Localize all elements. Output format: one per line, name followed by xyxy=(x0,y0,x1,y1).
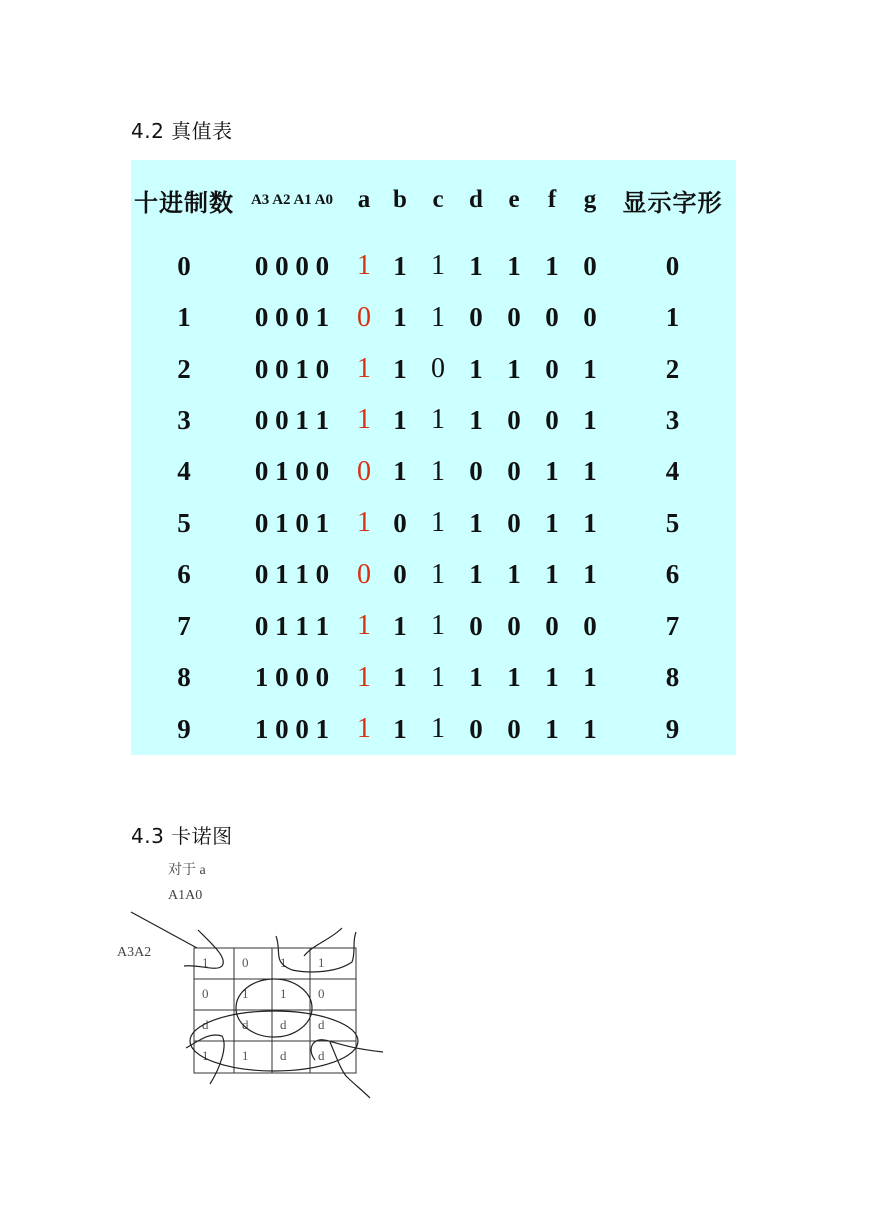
header-e: e xyxy=(508,186,520,214)
table-cell: 1 xyxy=(469,250,483,281)
kmap-group-loops xyxy=(131,912,383,1098)
table-cell: 1 xyxy=(393,713,407,744)
header-glyph: 显示字形 xyxy=(622,188,723,217)
table-cell: 0 0 0 0 xyxy=(254,250,330,281)
table-cell: 1 xyxy=(357,661,371,693)
table-cell: 0 0 0 1 xyxy=(254,302,330,333)
table-cell: 0 1 1 1 xyxy=(254,610,330,641)
table-cell: 1 xyxy=(665,302,680,333)
table-cell: 1 xyxy=(357,404,371,436)
table-cell: 0 1 0 0 xyxy=(254,456,330,487)
header-g: g xyxy=(583,186,597,214)
table-cell: 8 xyxy=(177,662,191,693)
table-cell: 0 xyxy=(507,610,521,641)
table-cell: 1 xyxy=(393,302,407,333)
kmap-cell: 0 xyxy=(318,986,325,1001)
table-cell: 1 xyxy=(469,404,483,435)
table-cell: 1 xyxy=(583,353,597,384)
kmap-cell: d xyxy=(280,1048,287,1063)
kmap-cell: 1 xyxy=(202,1048,209,1063)
kmap-cell: 1 xyxy=(280,986,287,1001)
table-cell: 1 xyxy=(431,661,445,693)
kmap-cell: d xyxy=(280,1017,287,1032)
table-cell: 1 xyxy=(583,404,597,435)
table-cell: 0 xyxy=(507,507,521,538)
table-cell: 0 xyxy=(545,404,559,435)
kmap-row-variables: A3A2 xyxy=(117,945,152,960)
header-f: f xyxy=(547,186,557,214)
table-cell: 1 xyxy=(357,353,371,385)
kmap-cell: 1 xyxy=(202,955,209,970)
table-cell: 8 xyxy=(665,662,680,693)
table-cell: 0 xyxy=(507,404,521,435)
table-cell: 1 xyxy=(357,610,371,642)
kmap-subtitle: 对于 a xyxy=(168,863,206,878)
table-cell: 1 xyxy=(583,662,597,693)
table-cell: 0 0 1 0 xyxy=(254,353,330,384)
table-cell: 0 xyxy=(431,353,445,385)
table-cell: 0 xyxy=(357,455,371,487)
table-cell: 0 xyxy=(469,302,483,333)
table-cell: 1 xyxy=(393,610,407,641)
table-cell: 9 xyxy=(665,713,680,744)
table-cell: 1 xyxy=(469,559,483,590)
table-cell: 0 xyxy=(507,713,521,744)
table-cell: 1 xyxy=(431,558,445,590)
kmap-cell: 0 xyxy=(242,955,249,970)
kmap-cell: 1 xyxy=(242,1048,249,1063)
table-cell: 5 xyxy=(665,507,680,538)
table-cell: 1 xyxy=(357,507,371,539)
table-cell: 1 xyxy=(357,250,371,282)
header-b: b xyxy=(393,186,407,214)
kmap-cell: 1 xyxy=(280,955,287,970)
table-cell: 4 xyxy=(177,456,191,487)
table-cell: 1 xyxy=(545,456,559,487)
table-cell: 1 xyxy=(431,250,445,282)
header-d: d xyxy=(469,186,483,214)
table-cell: 1 xyxy=(469,353,483,384)
table-cell: 2 xyxy=(665,353,680,384)
table-cell: 1 xyxy=(431,610,445,642)
table-cell: 0 xyxy=(545,610,559,641)
table-cell: 0 xyxy=(469,713,483,744)
table-cell: 1 xyxy=(393,250,407,281)
table-cell: 1 0 0 1 xyxy=(254,713,330,744)
table-cell: 0 xyxy=(545,302,559,333)
table-cell: 1 xyxy=(393,353,407,384)
table-cell: 3 xyxy=(665,404,680,435)
table-cell: 0 xyxy=(357,301,371,333)
section-heading-karnaugh-map: 4.3 卡诺图 xyxy=(131,824,233,848)
table-cell: 1 xyxy=(507,559,521,590)
kmap-loop-top-right xyxy=(276,928,356,972)
table-cell: 1 xyxy=(393,456,407,487)
table-cell: 1 xyxy=(469,662,483,693)
table-cell: 9 xyxy=(177,713,191,744)
table-cell: 1 xyxy=(177,302,191,333)
header-inputs: A3 A2 A1 A0 xyxy=(250,191,334,208)
table-cell: 7 xyxy=(177,610,191,641)
table-cell: 1 xyxy=(431,455,445,487)
table-cell: 0 xyxy=(583,302,597,333)
table-cell: 1 xyxy=(431,301,445,333)
kmap-cell: d xyxy=(318,1017,325,1032)
table-cell: 0 xyxy=(357,558,371,590)
table-cell: 6 xyxy=(665,559,680,590)
table-cell: 6 xyxy=(177,559,191,590)
table-cell: 1 xyxy=(507,353,521,384)
table-cell: 0 1 1 0 xyxy=(254,559,330,590)
table-cell: 0 0 1 1 xyxy=(254,404,330,435)
table-cell: 0 xyxy=(583,610,597,641)
kmap-cell: 0 xyxy=(202,986,209,1001)
table-cell: 1 xyxy=(431,404,445,436)
table-cell: 1 xyxy=(431,507,445,539)
table-cell: 1 xyxy=(431,713,445,745)
table-cell: 1 0 0 0 xyxy=(254,662,330,693)
table-cell: 0 xyxy=(507,456,521,487)
kmap-cell: 1 xyxy=(242,986,249,1001)
table-cell: 0 xyxy=(177,250,191,281)
table-cell: 7 xyxy=(665,610,680,641)
kmap-cell: d xyxy=(202,1017,209,1032)
table-cell: 5 xyxy=(177,507,191,538)
table-cell: 1 xyxy=(545,250,559,281)
table-cell: 1 xyxy=(507,250,521,281)
table-cell: 0 xyxy=(469,610,483,641)
table-cell: 1 xyxy=(583,559,597,590)
table-cell: 2 xyxy=(177,353,191,384)
table-cell: 1 xyxy=(357,713,371,745)
table-cell: 1 xyxy=(545,662,559,693)
table-cell: 1 xyxy=(545,713,559,744)
table-cell: 4 xyxy=(665,456,680,487)
table-cell: 0 xyxy=(545,353,559,384)
kmap-column-variables: A1A0 xyxy=(168,888,203,903)
kmap-cell: d xyxy=(242,1017,249,1032)
table-cell: 1 xyxy=(583,713,597,744)
table-cell: 1 xyxy=(583,456,597,487)
kmap-cell: 1 xyxy=(318,955,325,970)
header-c: c xyxy=(432,186,444,214)
table-cell: 0 xyxy=(507,302,521,333)
header-a: a xyxy=(357,186,371,214)
table-cell: 1 xyxy=(545,507,559,538)
table-cell: 1 xyxy=(507,662,521,693)
table-cell: 1 xyxy=(469,507,483,538)
table-cell: 0 xyxy=(469,456,483,487)
kmap-cells xyxy=(202,955,325,1063)
table-cell: 1 xyxy=(583,507,597,538)
table-cell: 1 xyxy=(393,662,407,693)
table-cell: 0 1 0 1 xyxy=(254,507,330,538)
kmap-loop-center xyxy=(236,979,312,1037)
table-cell: 3 xyxy=(177,404,191,435)
table-cell: 0 xyxy=(393,507,407,538)
kmap-diagonal-line xyxy=(131,912,197,948)
table-cell: 0 xyxy=(665,250,680,281)
table-cell: 1 xyxy=(393,404,407,435)
header-decimal: 十进制数 xyxy=(134,188,234,217)
kmap-cell: d xyxy=(318,1048,325,1063)
table-cell: 1 xyxy=(545,559,559,590)
table-cell: 0 xyxy=(393,559,407,590)
section-heading-truth-table: 4.2 真值表 xyxy=(131,119,233,143)
table-cell: 0 xyxy=(583,250,597,281)
